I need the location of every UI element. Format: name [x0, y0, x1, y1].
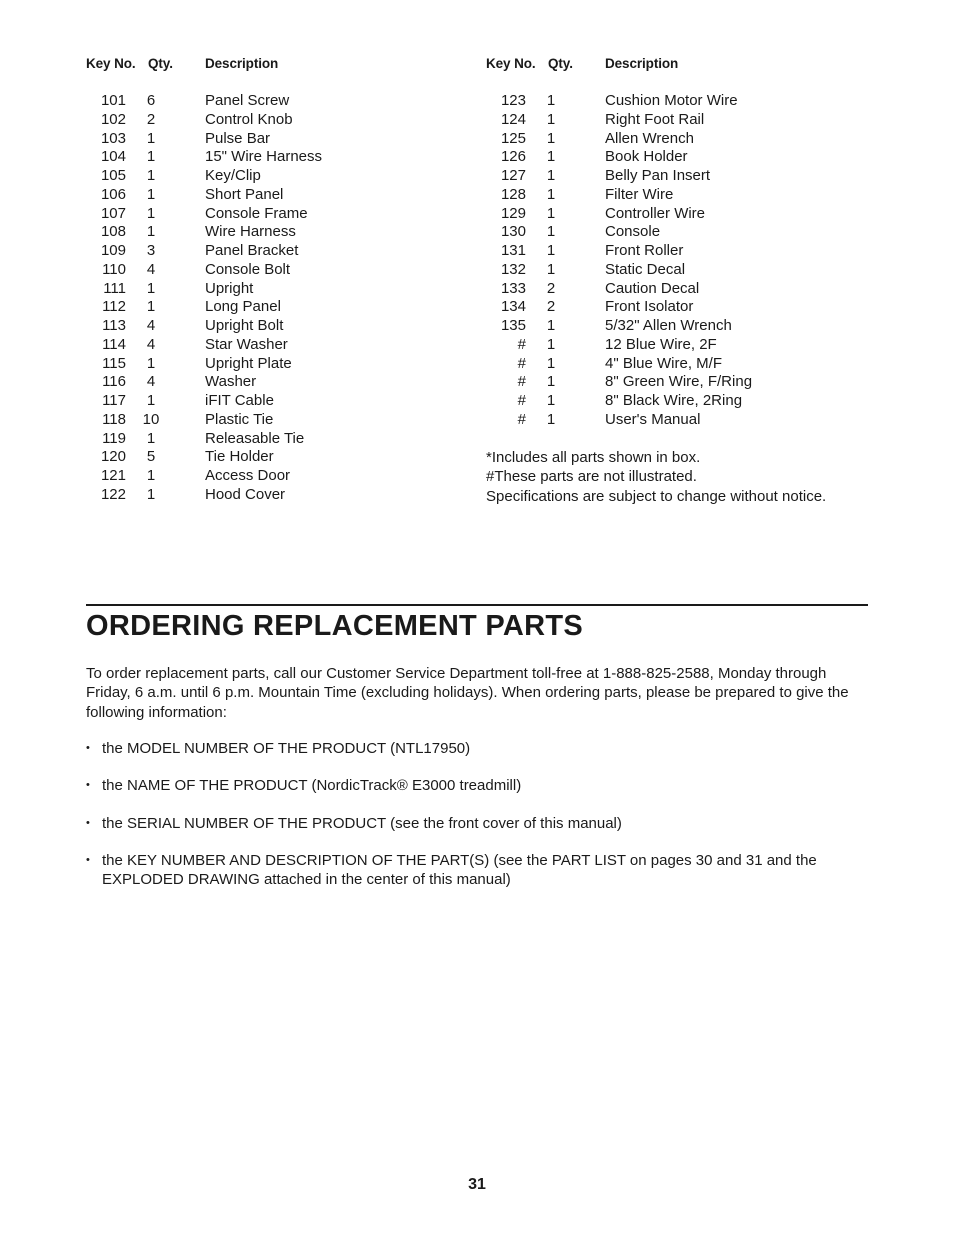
parts-list-header: [86, 54, 322, 74]
quantity-cell: 1: [546, 242, 556, 259]
description-cell: Access Door: [205, 467, 291, 484]
description-cell: Long Panel: [205, 298, 281, 316]
table-row: [486, 148, 752, 167]
key-number-cell: 124: [500, 110, 526, 128]
quantity-cell: 1: [146, 429, 156, 447]
quantity-cell: 1: [546, 167, 556, 184]
description-cell: Short Panel: [205, 185, 284, 203]
section-title: ORDERING REPLACEMENT PARTS: [86, 610, 584, 642]
key-number-cell: 128: [500, 185, 526, 203]
quantity-cell: 1: [546, 110, 556, 128]
table-row: [486, 317, 752, 336]
key-number-cell: 113: [102, 317, 126, 334]
quantity-cell: 4: [146, 317, 156, 334]
description-cell: Upright Bolt: [205, 317, 284, 334]
key-number-cell: 110: [102, 260, 126, 278]
table-row: [86, 92, 322, 111]
parts-list-header: [486, 54, 752, 74]
table-row: [486, 261, 752, 280]
bullet-icon: •: [86, 817, 90, 829]
key-number-cell: 114: [102, 335, 126, 353]
quantity-cell: 1: [146, 279, 156, 297]
key-number-cell: 129: [500, 204, 526, 222]
description-cell: Star Washer: [205, 335, 288, 353]
key-number-cell: 117: [102, 392, 126, 409]
quantity-cell: 6: [146, 92, 156, 109]
description-cell: Right Foot Rail: [605, 110, 705, 128]
table-row: [86, 167, 322, 186]
key-number-cell: 121: [100, 467, 126, 484]
bullet-text: the MODEL NUMBER OF THE PRODUCT (NTL17950): [102, 740, 471, 757]
description-cell: User's Manual: [605, 410, 701, 428]
bullet-item-model-number: [86, 739, 871, 758]
quantity-cell: 1: [546, 410, 556, 428]
table-row: [86, 336, 322, 355]
key-number-cell: 122: [100, 485, 126, 503]
table-row: [86, 448, 322, 467]
quantity-cell: 1: [546, 148, 556, 166]
quantity-cell: 1: [146, 354, 156, 372]
quantity-cell: 2: [146, 110, 156, 128]
key-number-cell: 123: [500, 92, 526, 109]
description-cell: Plastic Tie: [205, 410, 274, 428]
table-row: [86, 298, 322, 317]
bullet-text: the SERIAL NUMBER OF THE PRODUCT (see the front cover of this manual): [102, 815, 622, 832]
bullet-item-key-number: [86, 851, 871, 890]
quantity-cell: 1: [146, 167, 156, 184]
description-header: Description: [605, 56, 679, 71]
table-row: [486, 336, 752, 355]
quantity-cell: 1: [146, 204, 156, 222]
description-cell: 4" Blue Wire, M/F: [605, 354, 723, 372]
quantity-cell: 3: [146, 242, 156, 259]
quantity-cell: 2: [546, 298, 556, 316]
table-row: [486, 111, 752, 130]
bullet-icon: •: [86, 854, 90, 866]
description-cell: Wire Harness: [205, 223, 296, 241]
page-number: 31: [468, 1176, 486, 1193]
table-row: [486, 223, 752, 242]
table-row: [486, 280, 752, 299]
table-row: [86, 467, 322, 486]
quantity-cell: 2: [546, 279, 556, 297]
quantity-cell: 1: [146, 392, 156, 409]
key-number-cell: 133: [500, 279, 526, 297]
key-number-cell: 107: [100, 204, 126, 222]
quantity-cell: 4: [146, 260, 156, 278]
table-row: [86, 355, 322, 374]
quantity-cell: 4: [146, 335, 156, 353]
table-row: [486, 373, 752, 392]
bullet-icon: •: [86, 779, 90, 791]
bullet-text: the KEY NUMBER AND DESCRIPTION OF THE PART(S) (see the PART LIST on pages 30 and 31 and the EXPLODED DRAWING attached in the center of this manual): [102, 852, 817, 889]
quantity-cell: 5: [146, 448, 156, 466]
note-specifications: Specifications are subject to change without notice.: [486, 487, 827, 505]
quantity-cell: 1: [546, 223, 556, 241]
parts-list-body: [86, 92, 322, 505]
description-cell: 8" Black Wire, 2Ring: [605, 392, 743, 409]
quantity-cell: 1: [546, 204, 556, 222]
table-row: [86, 280, 322, 299]
parts-list-body: [486, 92, 752, 430]
table-row: [86, 430, 322, 449]
table-row: [86, 411, 322, 430]
table-row: [86, 186, 322, 205]
key-number-cell: #: [517, 392, 526, 409]
table-row: [486, 130, 752, 149]
quantity-cell: 1: [146, 467, 156, 484]
table-row: [486, 167, 752, 186]
quantity-cell: 1: [146, 185, 156, 203]
table-row: [86, 205, 322, 224]
description-header: Description: [205, 56, 279, 71]
table-row: [86, 148, 322, 167]
key-number-cell: 126: [500, 148, 526, 166]
quantity-cell: 1: [546, 129, 556, 147]
table-row: [486, 205, 752, 224]
description-cell: iFIT Cable: [205, 392, 274, 409]
description-cell: Panel Screw: [205, 92, 290, 109]
key-number-cell: 112: [102, 298, 126, 316]
key-number-cell: 135: [500, 317, 526, 334]
table-row: [86, 392, 322, 411]
quantity-cell: 1: [546, 335, 556, 353]
description-cell: Belly Pan Insert: [605, 167, 711, 184]
key-number-cell: 104: [100, 148, 126, 166]
intro-paragraph: To order replacement parts, call our Customer Service Department toll-free at 1-888-825-2588, Monday through Friday, 6 a.m. until 6 p.m. Mountain Time (excluding holidays). When ordering parts, please be prepared to give the following information:: [86, 665, 849, 721]
quantity-cell: 1: [546, 92, 556, 109]
quantity-cell: 1: [546, 185, 556, 203]
key-number-cell: 125: [500, 129, 526, 147]
description-cell: Static Decal: [605, 260, 686, 278]
section-divider: [86, 604, 868, 606]
key-number-cell: 108: [100, 223, 126, 241]
bullet-icon: •: [86, 742, 90, 754]
description-cell: Washer: [205, 373, 257, 391]
table-row: [86, 317, 322, 336]
description-cell: Pulse Bar: [205, 129, 271, 147]
parts-list-left: [86, 54, 322, 505]
description-cell: Caution Decal: [605, 279, 700, 297]
table-row: [486, 298, 752, 317]
description-cell: Console Frame: [205, 204, 308, 222]
description-cell: Controller Wire: [605, 204, 706, 222]
bullet-text: the NAME OF THE PRODUCT (NordicTrack® E3000 treadmill): [102, 777, 522, 794]
key-number-cell: 111: [103, 279, 126, 297]
bullet-item-product-name: [86, 776, 871, 795]
table-row: [486, 411, 752, 430]
description-cell: Hood Cover: [205, 485, 286, 503]
table-row: [86, 261, 322, 280]
qty-header: Qty.: [148, 56, 173, 71]
parts-list-right: [486, 54, 752, 430]
key-number-cell: 103: [100, 129, 126, 147]
description-cell: Control Knob: [205, 110, 293, 128]
key-number-cell: 106: [100, 185, 126, 203]
note-not-illustrated: #These parts are not illustrated.: [486, 468, 697, 486]
quantity-cell: 1: [146, 298, 156, 316]
table-row: [486, 355, 752, 374]
description-cell: Cushion Motor Wire: [605, 92, 738, 109]
quantity-cell: 1: [146, 485, 156, 503]
key-no-header: Key No.: [86, 56, 136, 71]
description-cell: Filter Wire: [605, 185, 674, 203]
description-cell: Key/Clip: [205, 167, 261, 184]
table-row: [86, 223, 322, 242]
key-number-cell: 131: [500, 242, 526, 259]
quantity-cell: 10: [142, 410, 160, 428]
key-no-header: Key No.: [486, 56, 536, 71]
table-row: [86, 373, 322, 392]
description-cell: Book Holder: [605, 148, 688, 166]
key-number-cell: 102: [100, 110, 126, 128]
quantity-cell: 4: [146, 373, 156, 391]
parts-notes: [486, 448, 826, 506]
quantity-cell: 1: [546, 354, 556, 372]
description-cell: Console: [605, 223, 661, 241]
table-row: [86, 111, 322, 130]
quantity-cell: 1: [146, 148, 156, 166]
table-row: [486, 92, 752, 111]
description-cell: Front Isolator: [605, 298, 694, 316]
description-cell: Releasable Tie: [205, 429, 305, 447]
key-number-cell: 120: [100, 448, 126, 466]
description-cell: 15" Wire Harness: [205, 148, 323, 166]
description-cell: 5/32" Allen Wrench: [605, 317, 732, 334]
description-cell: Panel Bracket: [205, 242, 299, 259]
table-row: [486, 392, 752, 411]
key-number-cell: 101: [100, 92, 126, 109]
bullet-item-serial-number: [86, 814, 871, 833]
note-included-parts: *Includes all parts shown in box.: [486, 449, 701, 466]
description-cell: Upright: [205, 279, 254, 297]
key-number-cell: 134: [500, 298, 526, 316]
description-cell: Upright Plate: [205, 354, 292, 372]
quantity-cell: 1: [546, 373, 556, 391]
key-number-cell: 105: [100, 167, 126, 184]
table-row: [486, 186, 752, 205]
table-row: [486, 242, 752, 261]
description-cell: 8" Green Wire, F/Ring: [605, 373, 753, 391]
description-cell: Console Bolt: [205, 260, 291, 278]
description-cell: Tie Holder: [205, 448, 274, 466]
key-number-cell: 130: [500, 223, 526, 241]
key-number-cell: #: [517, 335, 526, 353]
key-number-cell: 132: [500, 260, 526, 278]
quantity-cell: 1: [146, 129, 156, 147]
quantity-cell: 1: [546, 317, 556, 334]
description-cell: 12 Blue Wire, 2F: [605, 335, 717, 353]
key-number-cell: 115: [102, 354, 126, 372]
key-number-cell: #: [517, 373, 526, 391]
quantity-cell: 1: [146, 223, 156, 241]
key-number-cell: #: [517, 410, 526, 428]
description-cell: Front Roller: [605, 242, 684, 259]
key-number-cell: 109: [100, 242, 126, 259]
qty-header: Qty.: [548, 56, 573, 71]
key-number-cell: 119: [102, 429, 126, 447]
key-number-cell: 116: [102, 373, 126, 391]
key-number-cell: #: [517, 354, 526, 372]
key-number-cell: 127: [500, 167, 526, 184]
quantity-cell: 1: [546, 392, 556, 409]
description-cell: Allen Wrench: [605, 129, 694, 147]
key-number-cell: 118: [102, 410, 126, 428]
table-row: [86, 486, 322, 505]
table-row: [86, 130, 322, 149]
quantity-cell: 1: [546, 260, 556, 278]
table-row: [86, 242, 322, 261]
